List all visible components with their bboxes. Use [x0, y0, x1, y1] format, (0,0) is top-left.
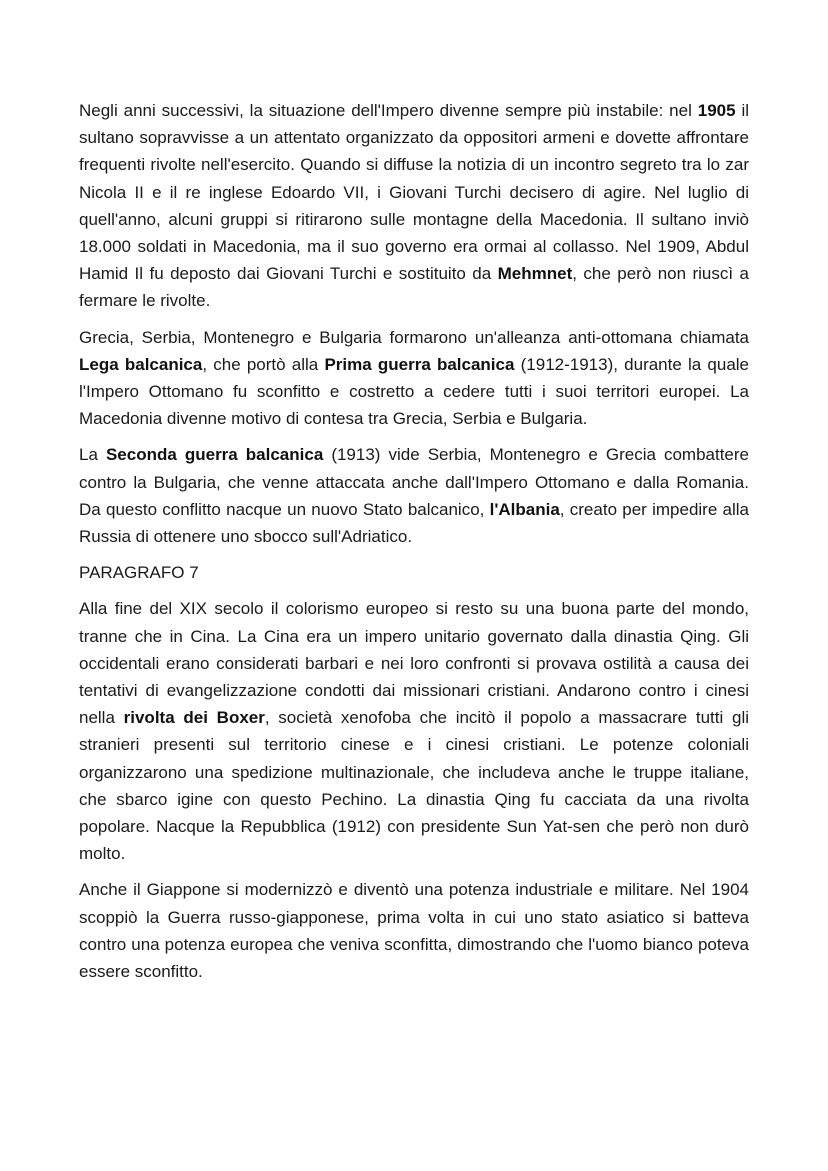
text-run: il sultano sopravvisse a un attentato organizzato da oppositori armeni e dovette affrontare frequenti rivolte nell'esercito. Quando si diffuse la notizia di un incontro segreto tra lo zar Nicola II e il re inglese Edoardo VII, i Giovani Turchi decisero di agire. Nel luglio di quell'anno, alcuni gruppi si ritirarono sulle montagne della Macedonia. Il sultano inviò 18.000 soldati in Macedonia, ma il suo governo era ormai al collasso. Nel 1909, Abdul Hamid Il fu deposto dai Giovani Turchi e sostituito da [79, 101, 750, 284]
text-run: Alla fine del XIX secolo il colorismo europeo si resto su una buona parte del mondo, tranne che in Cina. La Cina era un impero unitario governato dalla dinastia Qing. Gli occidentali erano considerati barbari e nei loro confronti si provava ostilità a causa dei tentativi di evangelizzazione condotti dai missionari cristiani. Andarono contro i cinesi nella [79, 599, 749, 728]
paragraph-second-balkan-war [79, 441, 749, 550]
bold-mehmnet: Mehmnet [497, 264, 573, 284]
paragraph-balkan-league [79, 324, 749, 433]
paragraph-japan-modernization [79, 876, 749, 985]
text-run: (1912-1913), durante la quale l'Impero Ottomano fu sconfitto e costretto a cedere tutti i suoi territori europei. La Macedonia divenne motivo di contesa tra Grecia, Serbia e Bulgaria. [79, 354, 750, 429]
heading-text: PARAGRAFO 7 [79, 563, 199, 583]
text-run: (1913) vide Serbia, Montenegro e Grecia combattere contro la Bulgaria, che venne attaccata anche dall'Impero Ottomano e dalla Romania. Da questo conflitto nacque un nuovo Stato balcanico, [79, 445, 750, 519]
bold-lega-balcanica: Lega balcanica [79, 354, 203, 374]
text-run: La [79, 445, 106, 465]
paragraph-ottoman-instability [79, 97, 749, 315]
text-run: Negli anni successivi, la situazione dell'Impero divenne sempre più instabile: nel [79, 101, 698, 120]
bold-albania: l'Albania [489, 499, 560, 519]
text-run: Grecia, Serbia, Montenegro e Bulgaria formarono un'alleanza anti-ottomana chiamata [79, 327, 749, 347]
document-body [79, 97, 749, 994]
section-heading-paragrafo-7 [79, 559, 749, 586]
text-run: , creato per impedire alla Russia di ottenere uno sbocco sull'Adriatico. [79, 499, 750, 547]
text-run: , che però non riuscì a fermare le rivolte. [79, 264, 749, 311]
paragraph-china-boxer [79, 595, 749, 867]
text-run: , che portò alla [202, 354, 325, 374]
text-run: Anche il Giappone si modernizzò e diventò una potenza industriale e militare. Nel 1904 scoppiò la Guerra russo-giapponese, prima volta in cui uno stato asiatico si batteva contro una potenza europea che veniva sconfitta, dimostrando che l'uomo bianco poteva essere sconfitto. [79, 880, 749, 982]
bold-rivolta-dei-boxer: rivolta dei Boxer [123, 708, 265, 728]
bold-year-1905: 1905 [697, 101, 736, 120]
bold-seconda-guerra-balcanica: Seconda guerra balcanica [105, 445, 324, 465]
bold-prima-guerra-balcanica: Prima guerra balcanica [324, 354, 515, 374]
text-run: , società xenofoba che incitò il popolo a massacrare tutti gli stranieri presenti sul territorio cinese e i cinesi cristiani. Le potenze coloniali organizzarono una spedizione multinazionale, che includeva anche le truppe italiane, che sbarco igine con questo Pechino. La dinastia Qing fu cacciata da una rivolta popolare. Nacque la Repubblica (1912) con presidente Sun Yat-sen che però non durò molto. [79, 708, 749, 864]
